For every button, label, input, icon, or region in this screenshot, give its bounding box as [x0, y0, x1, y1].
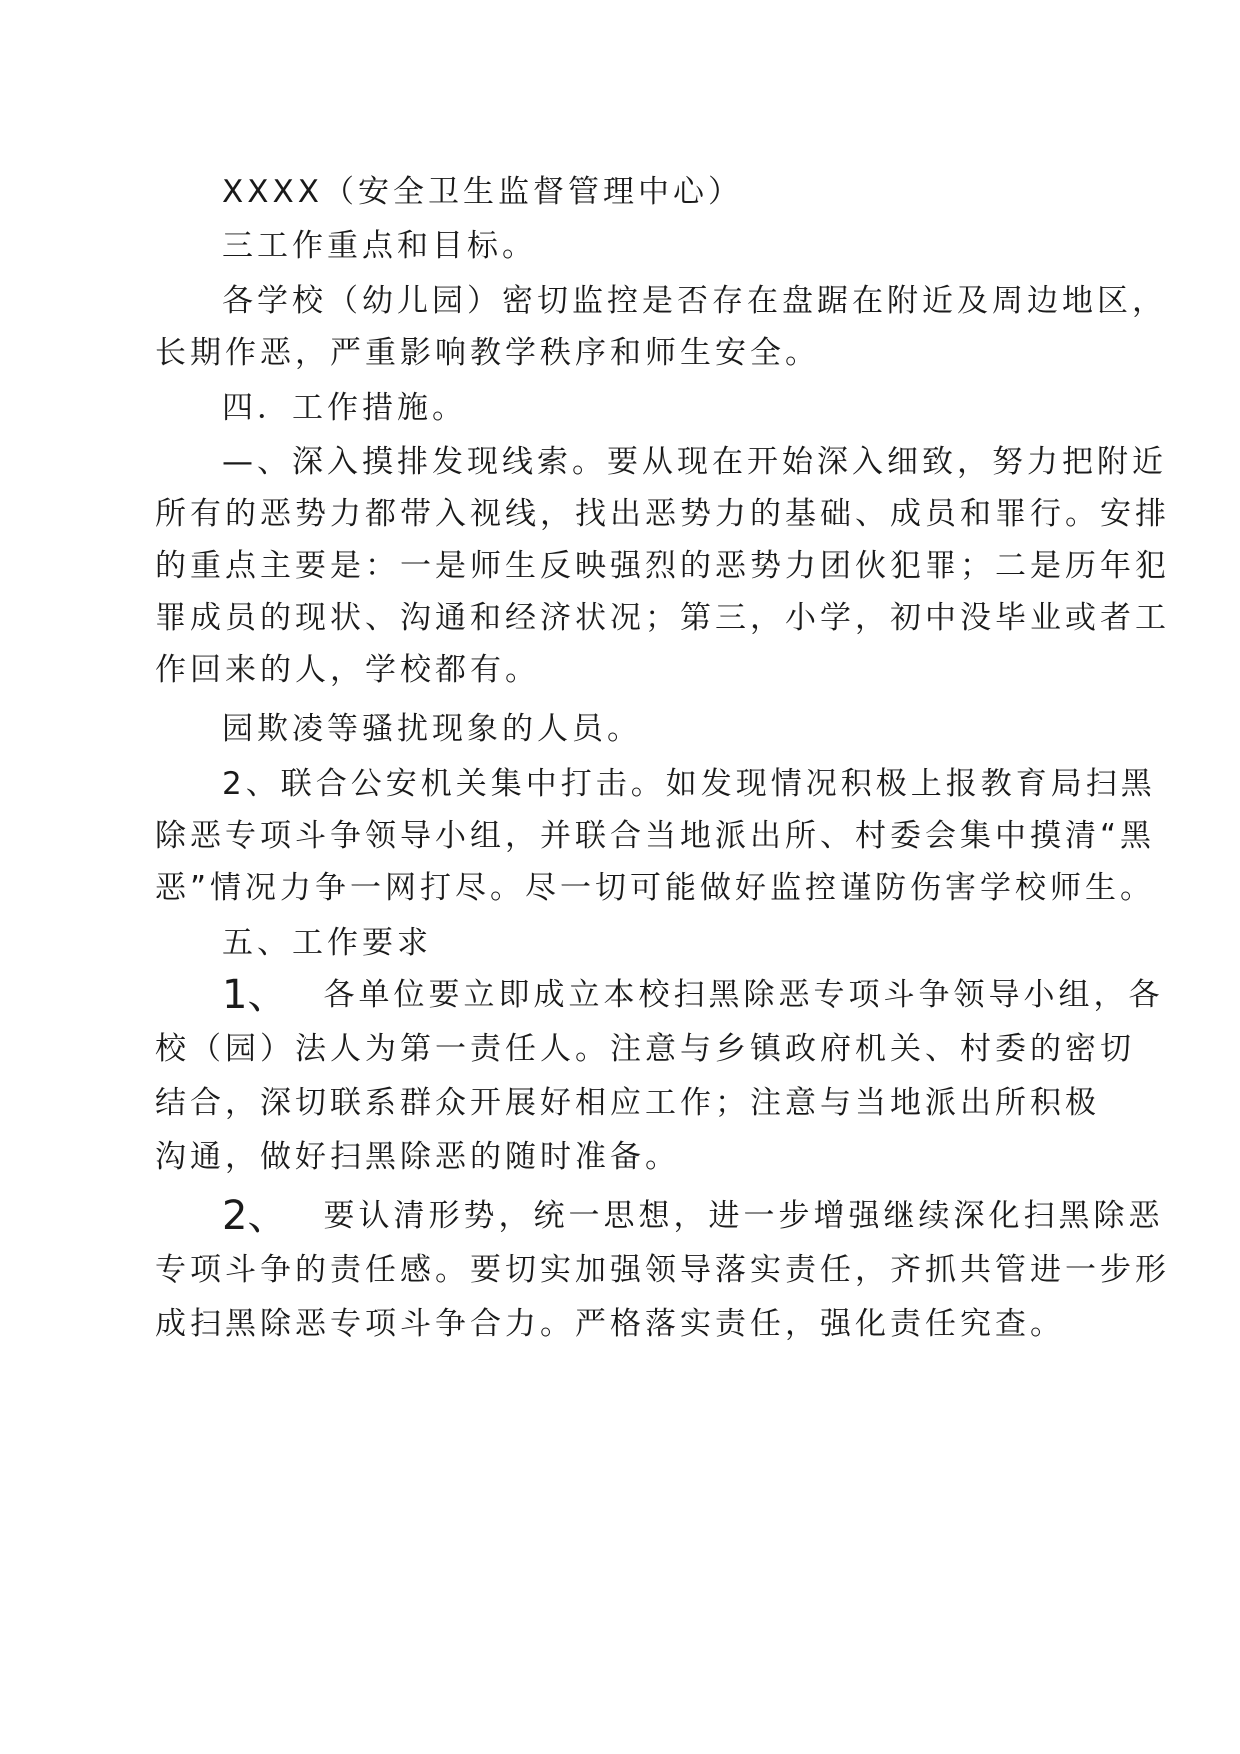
measure-1-line: —、深入摸排发现线索。要从现在开始深入细致，努力把附近	[222, 444, 1167, 480]
section-3-title: 三工作重点和目标。	[222, 228, 537, 264]
measure-2-line: 除恶专项斗争领导小组，并联合当地派出所、村委会集中摸清“黑	[155, 818, 1156, 854]
measure-1-line: 作回来的人，学校都有。	[155, 652, 540, 688]
measure-1-line: 所有的恶势力都带入视线，找出恶势力的基础、成员和罪行。安排	[155, 496, 1170, 532]
requirement-1-line: 沟通，做好扫黑除恶的随时准备。	[155, 1139, 680, 1175]
requirement-2-first-line	[222, 1193, 1164, 1239]
measure-2-line: 2、联合公安机关集中打击。如发现情况积极上报教育局扫黑	[222, 766, 1156, 802]
measure-1-line: 罪成员的现状、沟通和经济状况；第三，小学，初中没毕业或者工	[155, 600, 1170, 636]
measure-2-line: 恶”情况力争一网打尽。尽一切可能做好监控谨防伤害学校师生。	[155, 870, 1156, 906]
requirement-2-line: 成扫黑除恶专项斗争合力。严格落实责任，强化责任究查。	[155, 1306, 1065, 1342]
requirement-1-first-line	[222, 972, 1164, 1018]
requirement-2-number: 2、	[222, 1193, 288, 1239]
requirement-1-text: 各单位要立即成立本校扫黑除恶专项斗争领导小组，各	[323, 977, 1164, 1013]
measure-1-tail: 园欺凌等骚扰现象的人员。	[222, 711, 642, 747]
measure-1-line: 的重点主要是：一是师生反映强烈的恶势力团伙犯罪；二是历年犯	[155, 548, 1170, 584]
section-3-paragraph-line: 长期作恶，严重影响教学秩序和师生安全。	[155, 335, 820, 371]
section-5-title: 五、工作要求	[222, 925, 432, 961]
requirement-2-text: 要认清形势，统一思想，进一步增强继续深化扫黑除恶	[323, 1198, 1164, 1234]
requirement-2-line: 专项斗争的责任感。要切实加强领导落实责任，齐抓共管进一步形	[155, 1252, 1170, 1288]
header-line: XXXX（安全卫生监督管理中心）	[222, 174, 743, 210]
requirement-1-line: 结合，深切联系群众开展好相应工作；注意与当地派出所积极	[155, 1085, 1100, 1121]
section-3-paragraph-line: 各学校（幼儿园）密切监控是否存在盘踞在附近及周边地区，	[222, 283, 1167, 319]
requirement-1-line: 校（园）法人为第一责任人。注意与乡镇政府机关、村委的密切	[155, 1031, 1135, 1067]
section-4-title: 四．工作措施。	[222, 390, 467, 426]
requirement-1-number: 1、	[222, 972, 288, 1018]
